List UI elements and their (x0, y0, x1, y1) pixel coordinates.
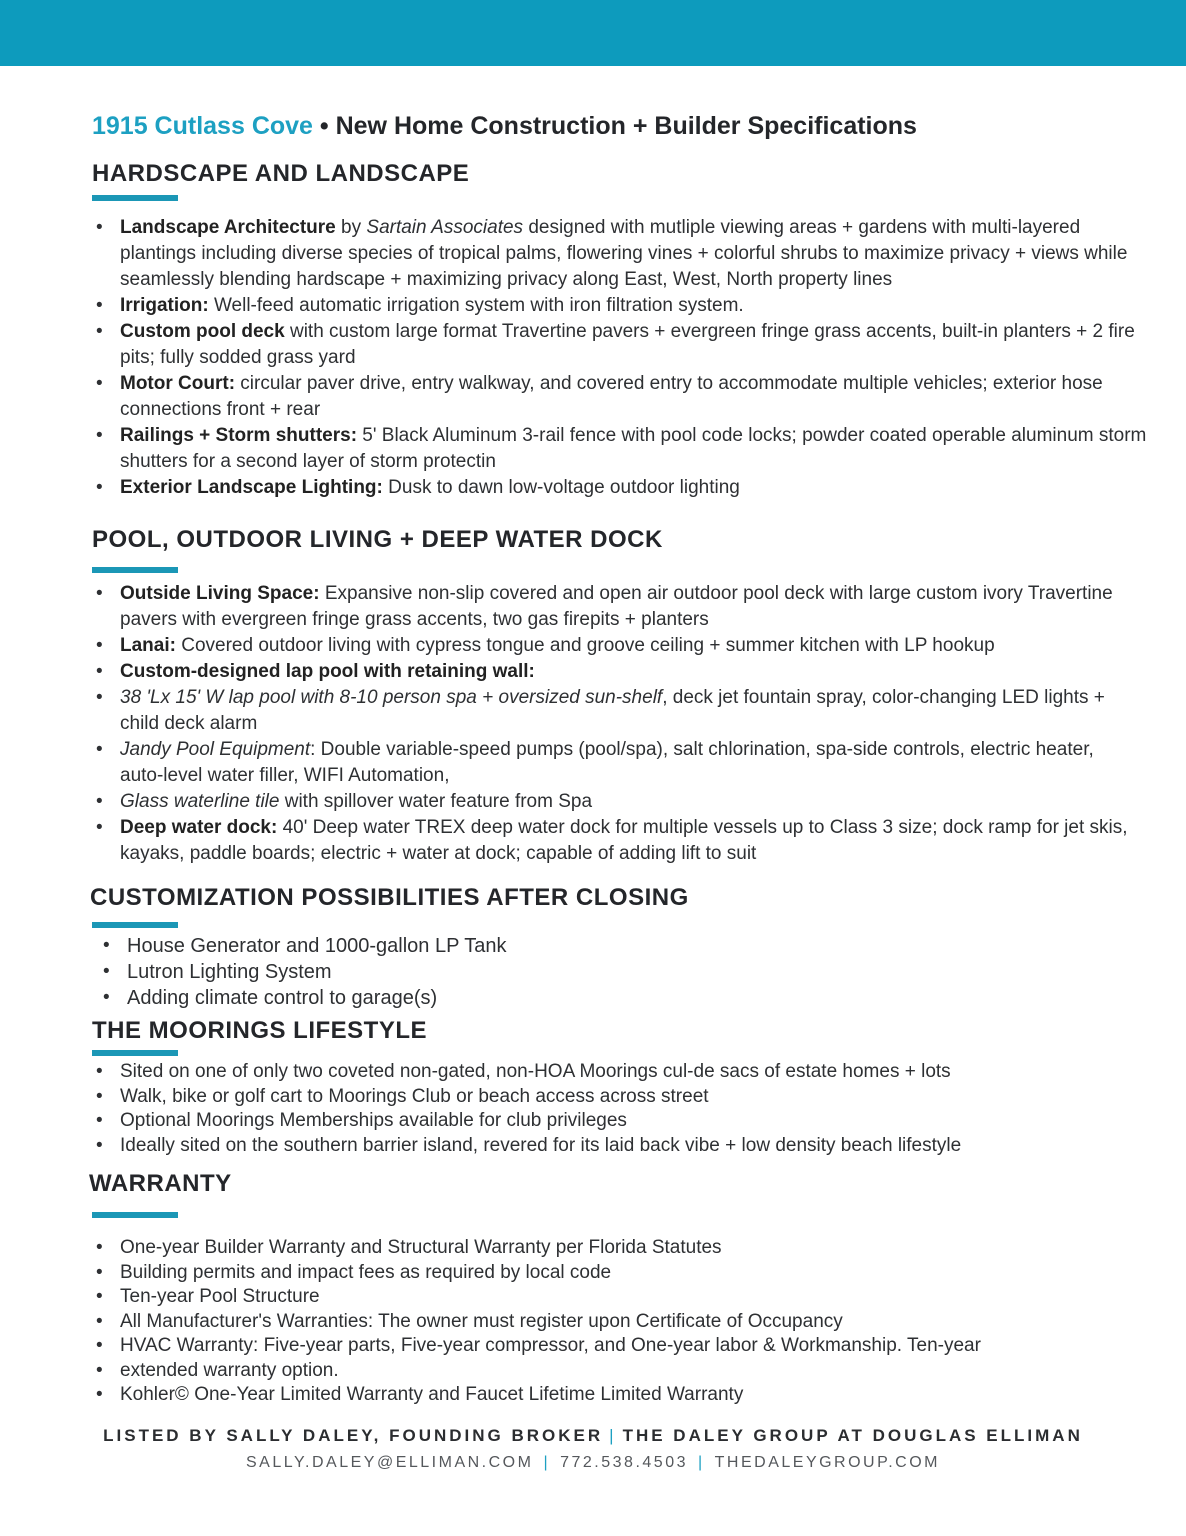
list-item: • One-year Builder Warranty and Structural Warranty per Florida Statutes (120, 1236, 1160, 1261)
list-item: • Custom pool deck with custom large format Travertine pavers + evergreen fringe grass accents, built-in planters + 2 fire pits; fully sodded grass yard (120, 319, 1150, 371)
header-bar (0, 0, 1186, 66)
list-item: • Lanai: Covered outdoor living with cypress tongue and groove ceiling + summer kitchen with LP hookup (120, 633, 1130, 659)
property-address: 1915 Cutlass Cove (92, 112, 313, 140)
list-item: • Sited on one of only two coveted non-gated, non-HOA Moorings cul-de sacs of estate homes + lots (120, 1060, 1160, 1085)
list-item: • Exterior Landscape Lighting: Dusk to dawn low-voltage outdoor lighting (120, 475, 1150, 501)
section-underline (92, 1212, 178, 1218)
footer-listed-by: LISTED BY SALLY DALEY, FOUNDING BROKER (103, 1426, 604, 1445)
section-underline (92, 567, 178, 573)
section-heading-warranty: WARRANTY (89, 1170, 232, 1197)
list-item: • Jandy Pool Equipment: Double variable-speed pumps (pool/spa), salt chlorination, spa-side controls, electric heater, auto-level water filler, WIFI Automation, (120, 737, 1130, 789)
list-item: • HVAC Warranty: Five-year parts, Five-year compressor, and One-year labor & Workmanship. Ten-year (120, 1334, 1160, 1359)
section-underline (92, 195, 178, 201)
footer-separator: | (697, 1454, 705, 1471)
footer-email[interactable]: SALLY.DALEY@ELLIMAN.COM (245, 1454, 534, 1471)
section-heading-customization: CUSTOMIZATION POSSIBILITIES AFTER CLOSING (90, 884, 689, 911)
hardscape-list (120, 215, 1150, 501)
list-item: • Railings + Storm shutters: 5' Black Aluminum 3-rail fence with pool code locks; powder coated operable aluminum storm shutters for a second layer of storm protectin (120, 423, 1150, 475)
list-item: • Deep water dock: 40' Deep water TREX deep water dock for multiple vessels up to Class 3 size; dock ramp for jet skis, kayaks, paddle boards; electric + water at dock; capable of adding lift to suit (120, 815, 1130, 867)
footer-separator: | (543, 1454, 551, 1471)
footer-separator: | (609, 1426, 617, 1445)
footer-website[interactable]: THEDALEYGROUP.COM (714, 1454, 940, 1471)
page-title (92, 112, 917, 141)
list-item: • Outside Living Space: Expansive non-slip covered and open air outdoor pool deck with large custom ivory Travertine pavers with evergreen fringe grass accents, two gas firepits + planters (120, 581, 1130, 633)
list-item: • House Generator and 1000-gallon LP Tank (127, 933, 1127, 959)
section-heading-moorings: THE MOORINGS LIFESTYLE (92, 1017, 428, 1044)
pool-list (120, 581, 1130, 867)
warranty-list (120, 1236, 1160, 1408)
list-item: • Irrigation: Well-feed automatic irrigation system with iron filtration system. (120, 293, 1150, 319)
footer-phone[interactable]: 772.538.4503 (560, 1454, 688, 1471)
list-item: • 38 'Lx 15' W lap pool with 8-10 person spa + oversized sun-shelf, deck jet fountain spray, color-changing LED lights + child deck alarm (120, 685, 1130, 737)
title-subtitle: • New Home Construction + Builder Specifications (312, 112, 917, 140)
list-item: • Glass waterline tile with spillover water feature from Spa (120, 789, 1130, 815)
list-item: • Custom-designed lap pool with retaining wall: (120, 659, 1130, 685)
list-item: • Ten-year Pool Structure (120, 1285, 1160, 1310)
list-item: • All Manufacturer's Warranties: The owner must register upon Certificate of Occupancy (120, 1310, 1160, 1335)
footer-listing (0, 1426, 1186, 1446)
list-item: • Kohler© One-Year Limited Warranty and Faucet Lifetime Limited Warranty (120, 1383, 1160, 1408)
list-item: • Lutron Lighting System (127, 959, 1127, 985)
list-item: • Ideally sited on the southern barrier island, revered for its laid back vibe + low density beach lifestyle (120, 1134, 1160, 1159)
list-item: • Walk, bike or golf cart to Moorings Club or beach access across street (120, 1085, 1160, 1110)
moorings-list (120, 1060, 1160, 1158)
customization-list (127, 933, 1127, 1011)
list-item: • Adding climate control to garage(s) (127, 985, 1127, 1011)
section-heading-hardscape: HARDSCAPE AND LANDSCAPE (92, 160, 470, 187)
section-underline (92, 922, 178, 928)
list-item: • Landscape Architecture by Sartain Associates designed with mutliple viewing areas + gardens with multi-layered plantings including diverse species of tropical palms, flowering vines + colorful shrubs to maximize privacy + views while seamlessly blending hardscape + maximizing privacy along East, West, North property lines (120, 215, 1150, 293)
section-underline (92, 1050, 178, 1056)
list-item: • Motor Court: circular paver drive, entry walkway, and covered entry to accommodate multiple vehicles; exterior hose connections front + rear (120, 371, 1150, 423)
section-heading-pool: POOL, OUTDOOR LIVING + DEEP WATER DOCK (92, 526, 663, 553)
footer-group: THE DALEY GROUP AT DOUGLAS ELLIMAN (622, 1426, 1083, 1445)
list-item: • extended warranty option. (120, 1359, 1160, 1384)
list-item: • Optional Moorings Memberships available for club privileges (120, 1109, 1160, 1134)
list-item: • Building permits and impact fees as required by local code (120, 1261, 1160, 1286)
footer-contact (0, 1454, 1186, 1472)
